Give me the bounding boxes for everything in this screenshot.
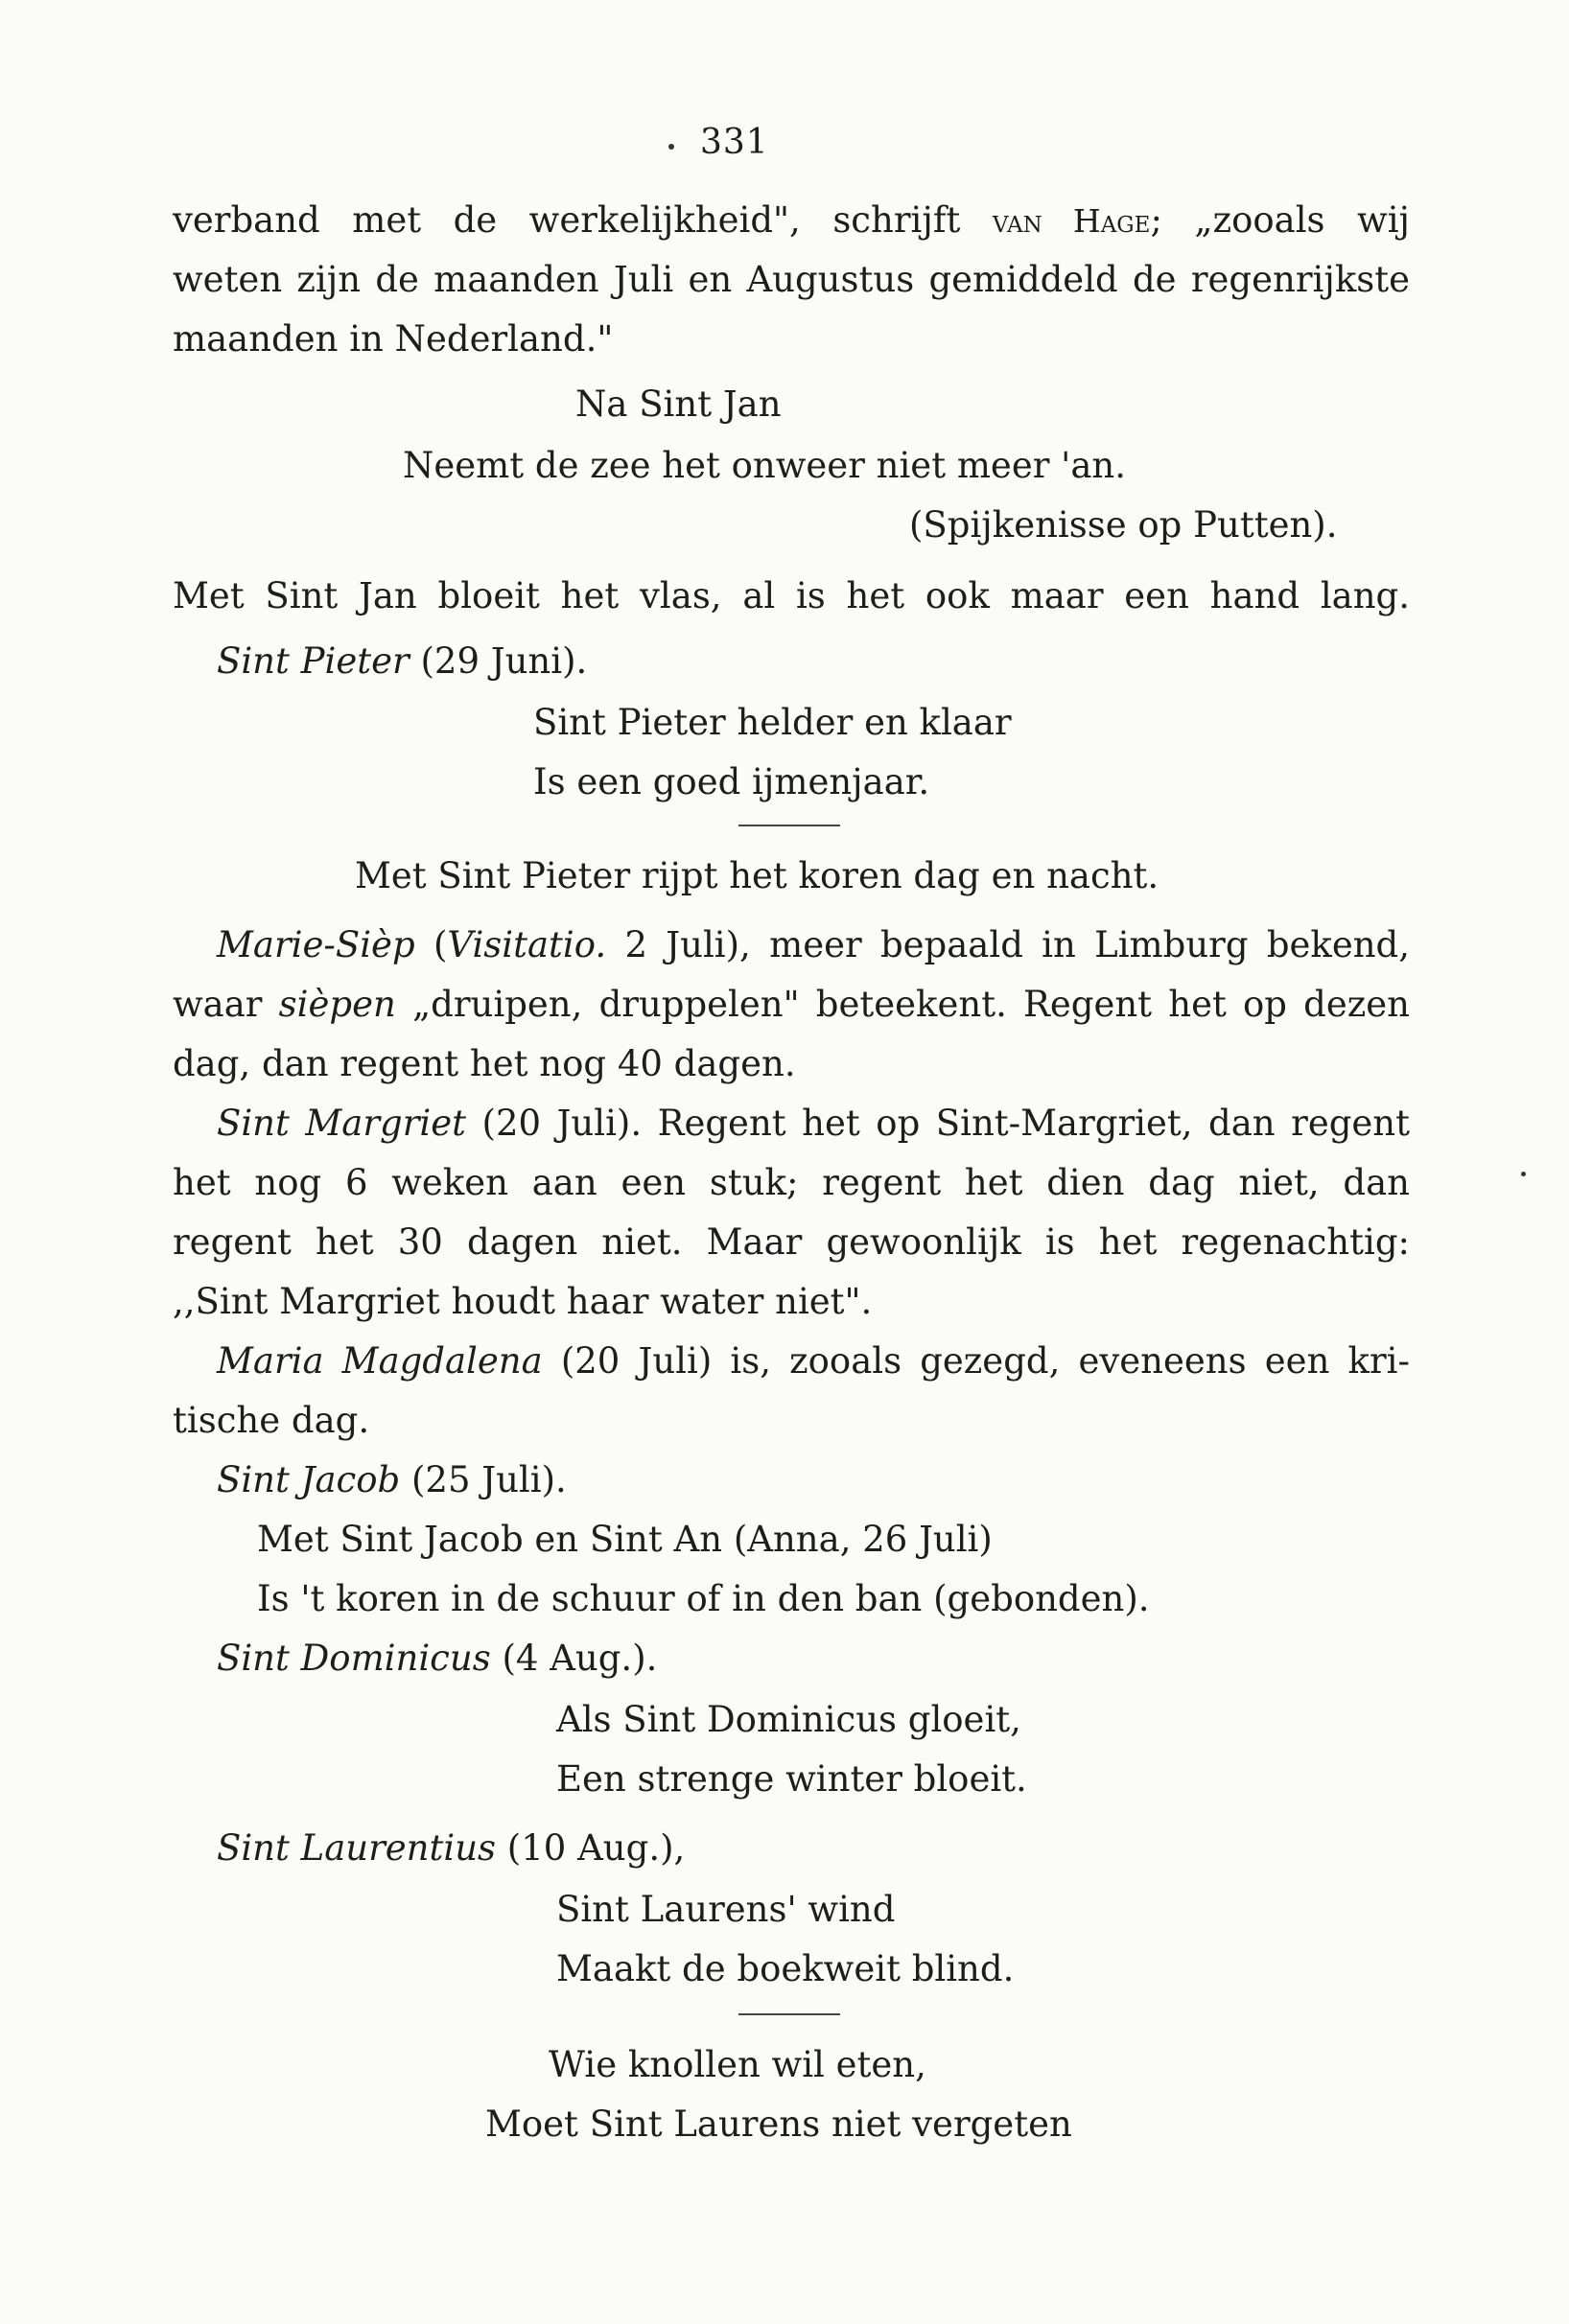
page-number: 331 [700, 123, 769, 162]
margin-dot [1521, 1172, 1526, 1176]
text-line-1: verband met de werkelijkheid", schrijft van Hage; „zooals wij [173, 199, 1410, 241]
verse-line-laurens-2: Maakt de boekweit blind. [556, 1948, 1015, 1989]
text-line-marie-siep: Marie-Sièp (Visitatio. 2 Juli), meer bepaald in Limburg bekend, [217, 924, 1411, 965]
heading-sint-pieter: Sint Pieter (29 Juni). [217, 640, 588, 682]
heading-sint-jacob: Sint Jacob (25 Juli). [217, 1459, 567, 1500]
verse-line-pieter-1: Sint Pieter helder en klaar [533, 702, 1012, 743]
verse-line-dominicus-2: Een strenge winter bloeit. [556, 1758, 1027, 1800]
verse-line-laurens-1: Sint Laurens' wind [556, 1889, 896, 1930]
text-line-vlas: Met Sint Jan bloeit het vlas, al is het ook maar een hand lang. [173, 575, 1410, 616]
text-line-3: maanden in Nederland." [173, 318, 614, 360]
text-line-40-dagen: dag, dan regent het nog 40 dagen. [173, 1043, 796, 1084]
text-line-30-dagen: regent het 30 dagen niet. Maar gewoonlijk is het regenachtig: [173, 1221, 1410, 1263]
verse-line-neemt: Neemt de zee het onweer niet meer 'an. [403, 445, 1126, 486]
text-line-6-weken: het nog 6 weken aan een stuk; regent het dien dag niet, dan [173, 1162, 1410, 1203]
text-line-2: weten zijn de maanden Juli en Augustus gemiddeld de regenrijkste [173, 259, 1410, 300]
text-line-magdalena: Maria Magdalena (20 Juli) is, zooals gezegd, eveneens een kri- [217, 1340, 1410, 1382]
verse-line-jacob-2: Is 't koren in de schuur of in den ban (gebonden). [257, 1578, 1150, 1619]
author-name: van Hage [992, 202, 1151, 240]
verse-line-jacob-1: Met Sint Jacob en Sint An (Anna, 26 Juli) [257, 1519, 993, 1560]
separator-rule-1 [738, 825, 840, 826]
verse-line-dominicus-1: Als Sint Dominicus gloeit, [556, 1699, 1021, 1740]
verse-line-pieter-2: Is een goed ijmenjaar. [533, 761, 930, 802]
heading-sint-dominicus: Sint Dominicus (4 Aug.). [217, 1638, 658, 1679]
text-line-houdt-water: ,,Sint Margriet houdt haar water niet". [173, 1281, 873, 1322]
verse-line-pieter-3: Met Sint Pieter rijpt het koren dag en nacht. [355, 855, 1159, 896]
text-line-margriet: Sint Margriet (20 Juli). Regent het op Sint-Margriet, dan regent [217, 1103, 1411, 1144]
separator-rule-2 [738, 2013, 840, 2015]
heading-sint-laurentius: Sint Laurentius (10 Aug.), [217, 1827, 686, 1869]
verse-line-knollen-2: Moet Sint Laurens niet vergeten [485, 2103, 1072, 2145]
verse-line-na-sint-jan: Na Sint Jan [575, 383, 782, 425]
verse-line-knollen-1: Wie knollen wil eten, [549, 2044, 926, 2085]
verse-source: (Spijkenisse op Putten). [909, 504, 1338, 546]
header-dot [668, 144, 674, 150]
text-line-siepen: waar sièpen „druipen, druppelen" beteekent. Regent het op dezen [173, 984, 1410, 1025]
text-line-tische-dag: tische dag. [173, 1400, 370, 1441]
